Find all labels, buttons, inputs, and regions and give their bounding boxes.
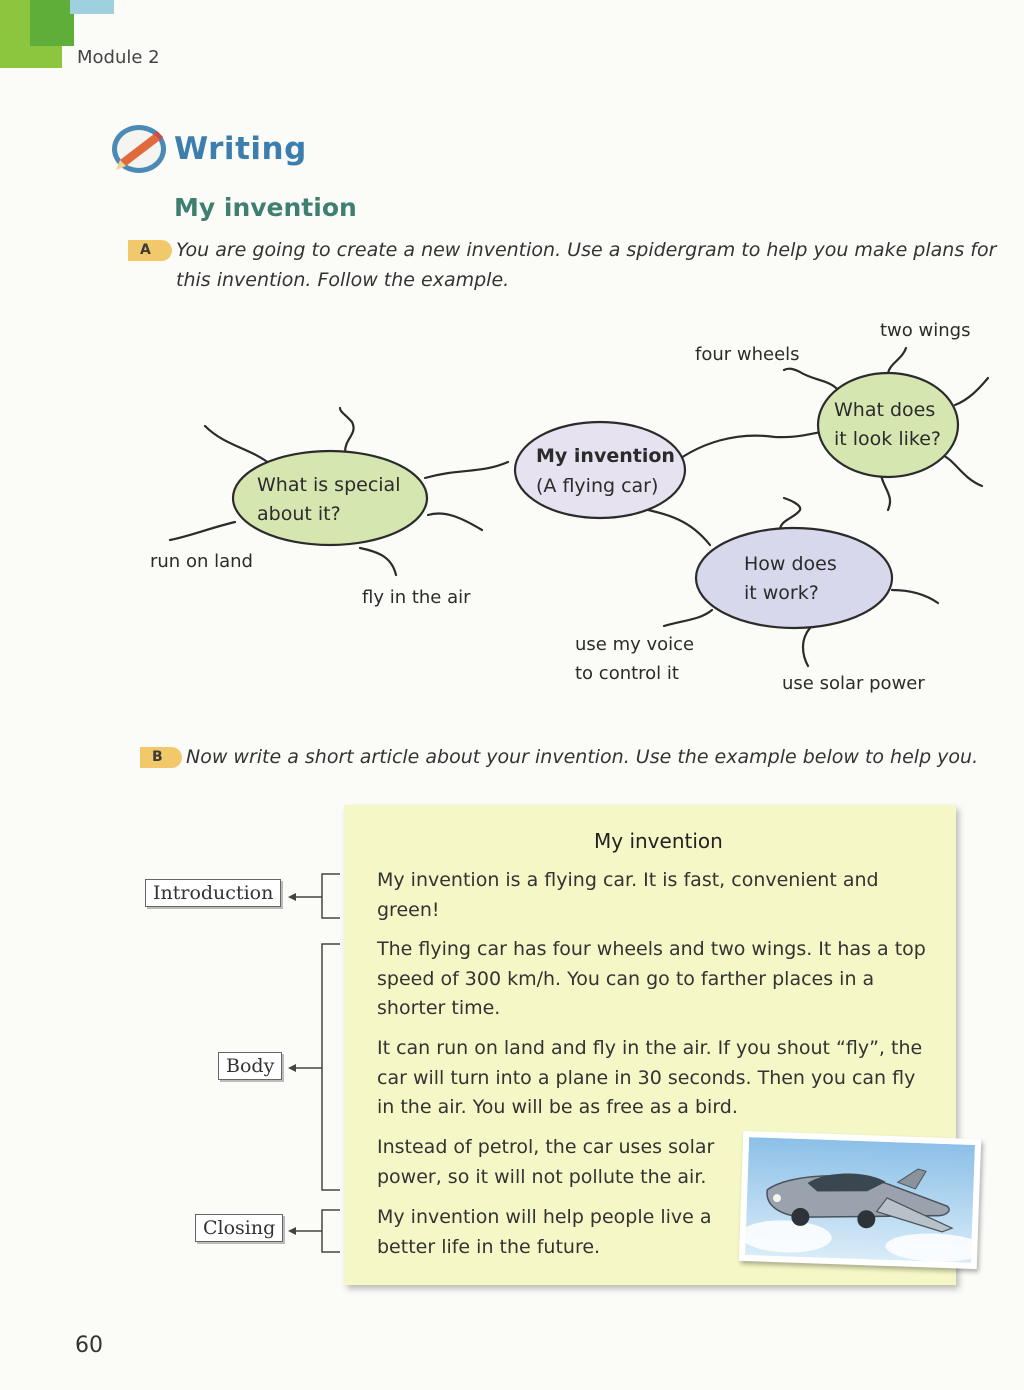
- label-voice-line2: to control it: [575, 663, 679, 684]
- article-title: My invention: [594, 829, 723, 853]
- label-four-wheels: four wheels: [695, 344, 800, 365]
- special-line2: about it?: [257, 503, 341, 525]
- center-line1: My invention: [536, 445, 675, 467]
- look-line1: What does: [834, 399, 936, 421]
- look-line2: it look like?: [834, 428, 941, 450]
- section-title: Writing: [174, 131, 307, 167]
- article-paragraph-body-2: It can run on land and fly in the air. If you shout “fly”, the car will turn into a plane in 30 seconds. Then you can fly in the air. You will be as free as a bird.: [377, 1037, 923, 1118]
- article-paragraph-intro: My invention is a flying car. It is fast, convenient and green!: [377, 869, 879, 921]
- label-fly-in-air: fly in the air: [362, 587, 471, 608]
- label-run-on-land: run on land: [150, 551, 253, 572]
- label-solar-power: use solar power: [782, 673, 925, 694]
- article-paragraph-body-1: The flying car has four wheels and two wings. It has a top speed of 300 km/h. You can go to farther places in a shorter time.: [377, 938, 926, 1019]
- task-b-instruction: Now write a short article about your invention. Use the example below to help you.: [186, 746, 979, 768]
- task-a-instruction: You are going to create a new invention. Use a spidergram to help you make plans for this invention. Follow the example.: [176, 239, 997, 291]
- work-line2: it work?: [744, 582, 819, 604]
- article-paragraph-closing: My invention will help people live a better life in the future.: [377, 1206, 712, 1258]
- closing-tag: Closing: [195, 1214, 283, 1242]
- module-label: Module 2: [77, 47, 160, 68]
- task-a-badge: A: [128, 240, 172, 261]
- task-b-badge: B: [140, 747, 182, 768]
- label-voice-line1: use my voice: [575, 634, 695, 655]
- special-line1: What is special: [257, 474, 401, 496]
- introduction-tag: Introduction: [145, 879, 281, 907]
- page-number: 60: [75, 1333, 103, 1358]
- center-line2: (A flying car): [536, 475, 659, 497]
- flying-car-illustration: [739, 1131, 981, 1269]
- section-subtitle: My invention: [174, 193, 357, 222]
- article-paragraph-body-3: Instead of petrol, the car uses solar power, so it will not pollute the air.: [377, 1136, 715, 1188]
- label-two-wings: two wings: [880, 320, 971, 341]
- work-line1: How does: [744, 553, 837, 575]
- body-tag: Body: [218, 1052, 282, 1080]
